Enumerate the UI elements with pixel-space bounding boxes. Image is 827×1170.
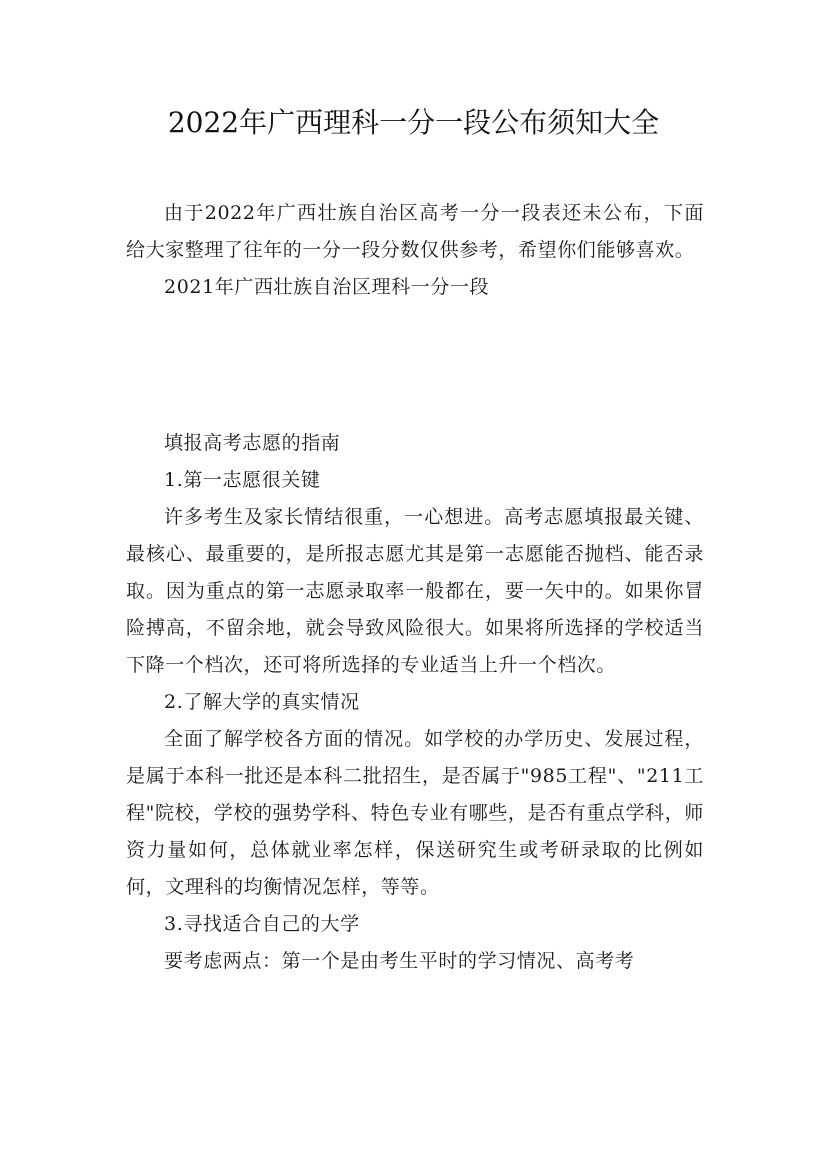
intro-paragraph: 由于2022年广西壮族自治区高考一分一段表还未公布，下面给大家整理了往年的一分一段分数仅供参考，希望你们能够喜欢。 xyxy=(126,202,704,261)
document-title: 2022年广西理科一分一段公布须知大全 xyxy=(167,106,660,139)
intro-block xyxy=(126,195,704,306)
section-1-heading: 1.第一志愿很关键 xyxy=(164,469,321,491)
section-3-body: 要考虑两点：第一个是由考生平时的学习情况、高考考 xyxy=(164,950,635,972)
section-2-body: 全面了解学校各方面的情况。如学校的办学历史、发展过程，是属于本科一批还是本科二批招生，是否属于"985工程"、"211工程"院校，学校的强势学科、特色专业有哪些，是否有重点学科，师资力量如何，总体就业率怎样，保送研究生或考研录取的比例如何，文理科的均衡情况怎样，等等。 xyxy=(126,728,704,898)
guide-block xyxy=(126,425,704,980)
section-1-body: 许多考生及家长情结很重，一心想进。高考志愿填报最关键、最核心、最重要的，是所报志愿尤其是第一志愿能否抛档、能否录取。因为重点的第一志愿录取率一般都在，要一矢中的。如果你冒险搏高，不留余地，就会导致风险很大。如果将所选择的学校适当下降一个档次，还可将所选择的专业适当上升一个档次。 xyxy=(126,506,704,676)
section-3-heading: 3.寻找适合自己的大学 xyxy=(164,913,360,935)
subheading-2021: 2021年广西壮族自治区理科一分一段 xyxy=(164,276,490,298)
section-2-heading: 2.了解大学的真实情况 xyxy=(164,691,360,713)
guide-heading: 填报高考志愿的指南 xyxy=(164,432,341,454)
